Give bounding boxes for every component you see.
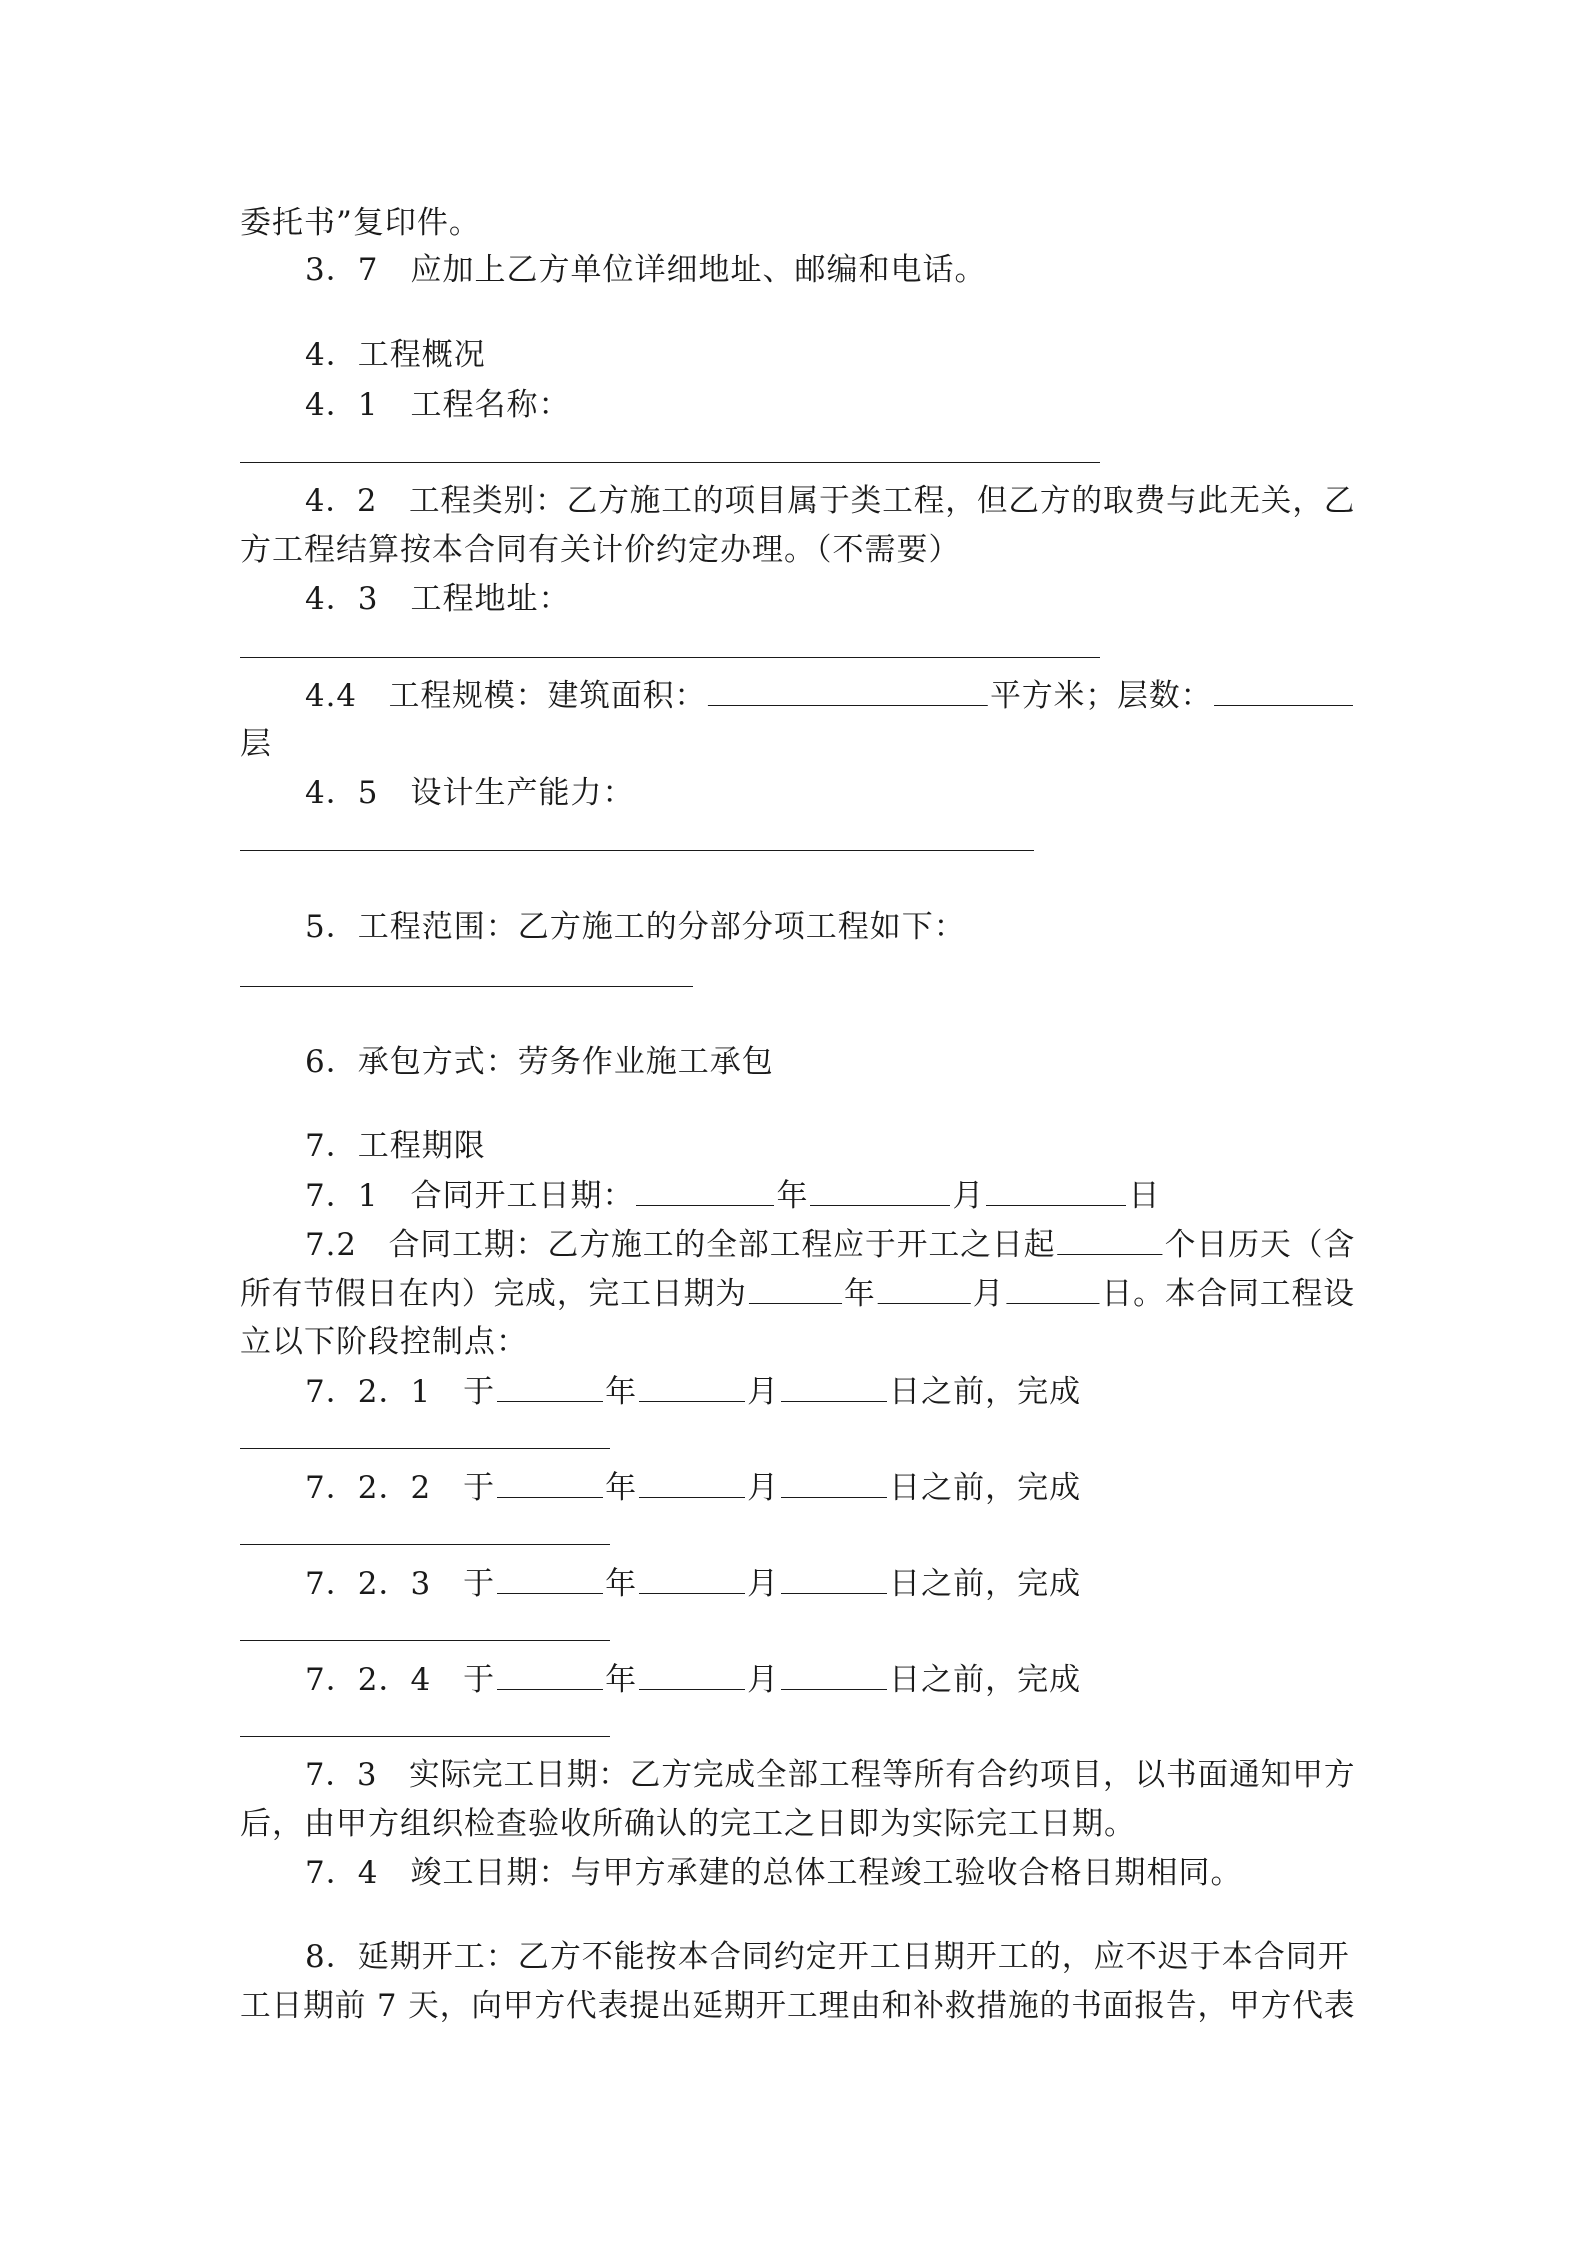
clause-text: 年 bbox=[605, 1662, 638, 1698]
milestone-number: 7．2．2 bbox=[305, 1470, 432, 1506]
milestone-number: 7．2．3 bbox=[305, 1566, 432, 1602]
fill-in-blank bbox=[240, 850, 1034, 851]
clause-text: 日 bbox=[1128, 1178, 1161, 1214]
section-heading-7: 7．工程期限 bbox=[305, 1128, 486, 1164]
clause-4-3: 4．3 工程地址： bbox=[305, 581, 571, 617]
clause-text: 月 bbox=[747, 1374, 780, 1410]
section-heading-6: 6．承包方式：劳务作业施工承包 bbox=[305, 1044, 774, 1080]
clause-7-2 bbox=[305, 1220, 1355, 1268]
section-heading-8: 8．延期开工：乙方不能按本合同约定开工日期开工的，应不迟于本合同开 bbox=[305, 1939, 1350, 1975]
fill-in-blank bbox=[240, 1736, 610, 1737]
text-line: 工日期前 7 天，向甲方代表提出延期开工理由和补救措施的书面报告，甲方代表 bbox=[240, 1988, 1356, 2024]
month-blank bbox=[639, 1367, 745, 1402]
day-blank bbox=[781, 1463, 887, 1498]
milestone-7-2-3 bbox=[305, 1559, 1081, 1607]
days-blank bbox=[1058, 1220, 1163, 1255]
text-line: 层 bbox=[240, 726, 272, 762]
fill-in-blank bbox=[240, 986, 693, 987]
year-blank bbox=[497, 1559, 603, 1594]
text-line: 方工程结算按本合同有关计价约定办理。（不需要） bbox=[240, 532, 961, 568]
fill-in-blank bbox=[240, 1640, 610, 1641]
clause-text: 月 bbox=[952, 1178, 985, 1214]
clause-text: 日之前，完成 bbox=[889, 1470, 1082, 1506]
section-heading-5: 5．工程范围：乙方施工的分部分项工程如下： bbox=[305, 909, 966, 945]
clause-text: 日。本合同工程设 bbox=[1101, 1276, 1355, 1312]
clause-text: 年 bbox=[605, 1374, 638, 1410]
year-blank bbox=[497, 1367, 603, 1402]
clause-text: 年 bbox=[776, 1178, 809, 1214]
year-blank bbox=[497, 1463, 603, 1498]
clause-text: 4.4 工程规模：建筑面积： bbox=[305, 678, 707, 714]
milestone-number: 7．2．4 bbox=[305, 1662, 432, 1698]
fill-in-blank bbox=[240, 1544, 610, 1545]
clause-4-4 bbox=[305, 671, 1355, 719]
day-blank bbox=[1006, 1269, 1099, 1304]
clause-text: 于 bbox=[463, 1662, 496, 1698]
clause-text: 日之前，完成 bbox=[889, 1374, 1082, 1410]
clause-4-5: 4．5 设计生产能力： bbox=[305, 775, 635, 811]
clause-text: 年 bbox=[605, 1566, 638, 1602]
clause-text: 月 bbox=[747, 1566, 780, 1602]
clause-text: 日之前，完成 bbox=[889, 1566, 1082, 1602]
milestone-7-2-2 bbox=[305, 1463, 1081, 1511]
fill-in-blank bbox=[240, 462, 1100, 463]
clause-4-1: 4．1 工程名称： bbox=[305, 387, 571, 423]
clause-text: 于 bbox=[463, 1470, 496, 1506]
clause-text: 月 bbox=[747, 1470, 780, 1506]
floors-blank bbox=[1214, 671, 1353, 706]
clause-3-7: 3．7 应加上乙方单位详细地址、邮编和电话。 bbox=[305, 252, 987, 288]
month-blank bbox=[878, 1269, 971, 1304]
month-blank bbox=[639, 1463, 745, 1498]
day-blank bbox=[986, 1171, 1126, 1206]
month-blank bbox=[810, 1171, 950, 1206]
year-blank bbox=[749, 1269, 842, 1304]
clause-text: 所有节假日在内）完成，完工日期为 bbox=[240, 1276, 747, 1312]
clause-text: 7.2 合同工期：乙方施工的全部工程应于开工之日起 bbox=[305, 1227, 1056, 1263]
year-blank bbox=[497, 1655, 603, 1690]
clause-text: 年 bbox=[605, 1470, 638, 1506]
month-blank bbox=[639, 1559, 745, 1594]
text-line: 后，由甲方组织检查验收所确认的完工之日即为实际完工日期。 bbox=[240, 1806, 1136, 1842]
day-blank bbox=[781, 1367, 887, 1402]
clause-text: 7．1 合同开工日期： bbox=[305, 1178, 635, 1214]
fill-in-blank bbox=[240, 657, 1100, 658]
year-blank bbox=[636, 1171, 774, 1206]
clause-7-4: 7．4 竣工日期：与甲方承建的总体工程竣工验收合格日期相同。 bbox=[305, 1855, 1243, 1891]
milestone-7-2-1 bbox=[305, 1367, 1081, 1415]
month-blank bbox=[639, 1655, 745, 1690]
milestone-number: 7．2．1 bbox=[305, 1374, 432, 1410]
clause-text: 个日历天（含 bbox=[1164, 1227, 1356, 1263]
clause-text: 月 bbox=[747, 1662, 780, 1698]
clause-7-1 bbox=[305, 1171, 1160, 1219]
text-line: 立以下阶段控制点： bbox=[240, 1324, 528, 1360]
clause-text: 月 bbox=[972, 1276, 1005, 1312]
text-line: 委托书”复印件。 bbox=[240, 205, 481, 241]
clause-text: 日之前，完成 bbox=[889, 1662, 1082, 1698]
day-blank bbox=[781, 1559, 887, 1594]
section-heading-4: 4．工程概况 bbox=[305, 337, 486, 373]
clause-text: 年 bbox=[844, 1276, 876, 1312]
clause-text: 于 bbox=[463, 1566, 496, 1602]
clause-4-2: 4．2 工程类别：乙方施工的项目属于类工程，但乙方的取费与此无关，乙 bbox=[305, 483, 1356, 519]
clause-7-3: 7．3 实际完工日期：乙方完成全部工程等所有合约项目，以书面通知甲方 bbox=[305, 1757, 1356, 1793]
clause-text: 平方米；层数： bbox=[990, 678, 1213, 714]
day-blank bbox=[781, 1655, 887, 1690]
text-line bbox=[240, 1269, 1355, 1317]
fill-in-blank bbox=[240, 1448, 610, 1449]
clause-text: 于 bbox=[463, 1374, 496, 1410]
area-blank bbox=[708, 671, 988, 706]
milestone-7-2-4 bbox=[305, 1655, 1081, 1703]
